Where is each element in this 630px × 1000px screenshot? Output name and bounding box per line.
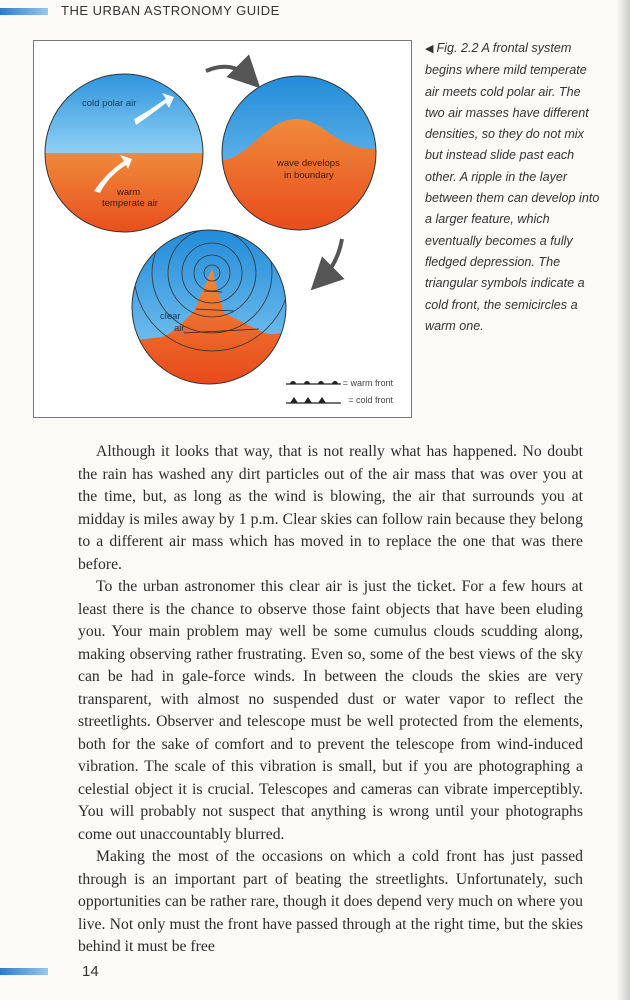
page-edge-shadow <box>616 0 630 1000</box>
caption-pointer-icon: ◀ <box>425 43 434 55</box>
page-number: 14 <box>82 963 99 980</box>
figure-frontal-system <box>33 40 412 418</box>
paragraph-3: Making the most of the occasions on which a cold front has just passed through is an important part of beating the streetlights. Unfortunately, such opportunities can be rather rare, though it does depend very much on where you live. Not only must the front have passed through at the right time, but the skies behind it must be free <box>78 848 583 955</box>
stage-2-circle <box>214 71 394 241</box>
paragraph-2: To the urban astronomer this clear air is just the ticket. For a few hours at least there is the chance to observe those faint objects that have been eluding you. Your main problem may well be some cumulus clouds scudding along, making observing rather frustrating. Even so, some of the best views of the sky can be had in gale-force winds. In between the clouds the skies are very transparent, with almost no suspended dust or water vapor to reflect the streetlights. Observer and telescope must be well protected from the elements, both for the sake of comfort and to prevent the telescope from wind-induced vibration. The scale of this vibration is small, but if you are photographing a celestial object it is crucial. Telescopes and cameras can vibrate imperceptibly. You will probably not suspect that anything is wrong until your photographs come out unaccountably blurred. <box>78 578 583 843</box>
body-text <box>78 441 583 959</box>
label-wave-develops: wave develops <box>277 158 340 169</box>
curved-arrow-1-icon <box>206 67 249 77</box>
curved-arrow-2-icon <box>322 239 342 279</box>
warm-front-symbol-icon <box>286 381 341 384</box>
frontal-system-diagram <box>34 41 411 417</box>
figure-caption <box>425 38 603 337</box>
legend-cold-front: = cold front <box>348 395 393 405</box>
label-cold-polar-air: cold polar air <box>82 98 137 109</box>
label-temperate-air: temperate air <box>102 198 158 209</box>
header-accent-bar <box>0 8 48 15</box>
label-in-boundary: in boundary <box>284 170 334 181</box>
stage-1-circle <box>34 61 234 243</box>
label-clear: clear <box>160 311 181 322</box>
cold-front-symbol-icon <box>286 397 341 403</box>
footer-accent-bar <box>0 968 48 975</box>
label-air: air <box>174 323 185 334</box>
running-head: THE URBAN ASTRONOMY GUIDE <box>61 3 280 18</box>
paragraph-1: Although it looks that way, that is not really what has happened. No doubt the rain has washed any dirt particles out of the air mass that was over you at the time, but, as long as the wind is blowing, the air that surrounds you at midday is miles away by 1 p.m. Clear skies can follow rain because they belong to a different air mass which has moved in to replace the one that was there before. <box>78 443 583 573</box>
label-warm: warm <box>117 187 141 198</box>
legend-warm-front: = warm front <box>342 378 393 388</box>
caption-text: Fig. 2.2 A frontal system begins where mild temperate air meets cold polar air. The two air masses have different densities, so they do not mix but instead slide past each other. A ripple in the layer between them can develop into a larger feature, which eventually becomes a fully fledged depression. The triangular symbols indicate a cold front, the semicircles a warm one. <box>425 41 600 333</box>
